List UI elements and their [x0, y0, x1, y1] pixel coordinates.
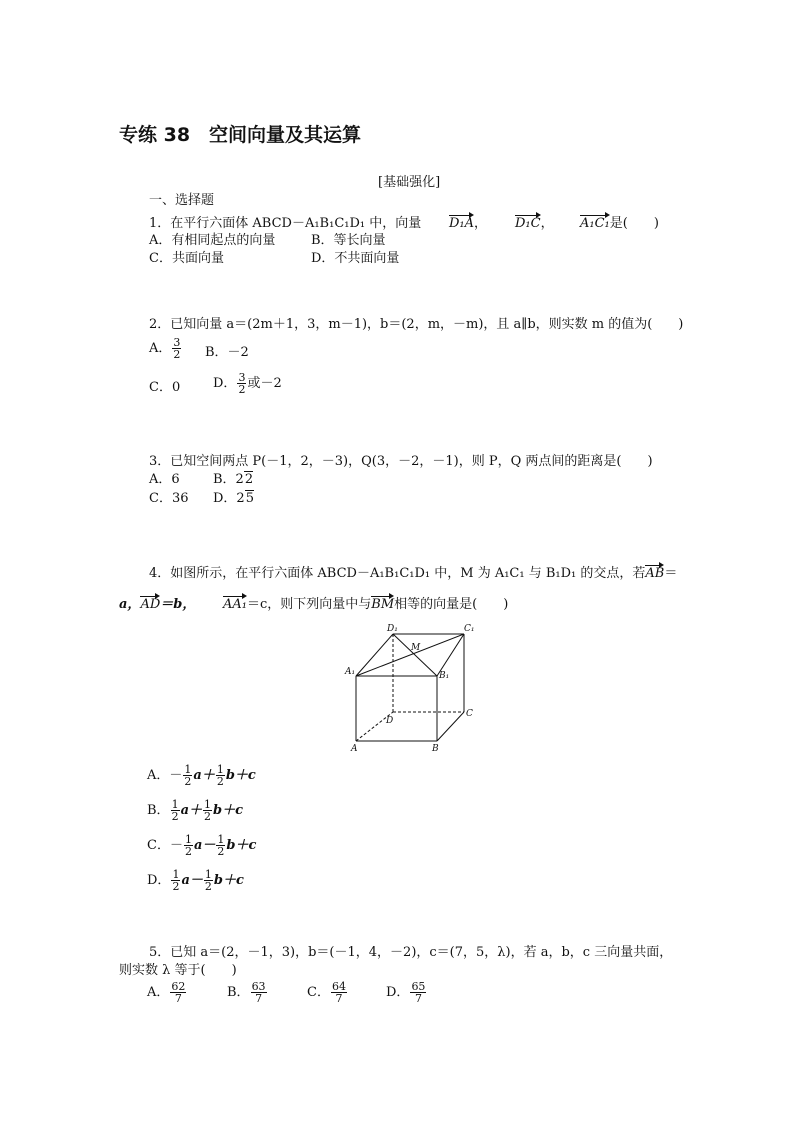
page-title: 专练 38 空间向量及其运算	[119, 124, 362, 146]
q2-stem: 2．已知向量 a＝(2m＋1，3，m－1)，b＝(2，m，－m)，且 a∥b，则实数 m 的值为( )	[149, 317, 684, 332]
q1-vector-2: D₁C，	[515, 216, 554, 231]
q4-line-2: a，AD＝b，	[119, 597, 196, 612]
q4-option-c: C．－ $\frac{1}{2}$ a－ $\frac{1}{2}$ b＋c	[147, 833, 257, 858]
q5-option-b: B． $\frac{63}{7}$	[227, 980, 266, 1005]
q1-option-b: B．等长向量	[311, 233, 386, 248]
q1-option-d: D．不共面向量	[311, 251, 400, 266]
q1-option-c: C．共面向量	[149, 251, 224, 266]
q1-stem: 1．在平行六面体 ABCD－A₁B₁C₁D₁ 中，向量	[149, 216, 422, 231]
section-label: [基础强化]	[378, 175, 441, 190]
q5-line-2: 则实数 λ 等于( )	[119, 963, 237, 978]
q2-option-c: C．0	[149, 380, 181, 395]
q3-option-c: C．36	[149, 491, 189, 506]
q5-option-c: C． $\frac{64}{7}$	[307, 980, 346, 1005]
q3-stem: 3．已知空间两点 P(－1，2，－3)，Q(3，－2，－1)，则 P，Q 两点间的距离是( )	[149, 454, 653, 469]
q1-vector-3: A₁C₁是( )	[580, 216, 659, 231]
q2-option-a: A． $\frac{3}{2}$	[149, 336, 181, 361]
q4-line-1: 4．如图所示，在平行六面体 ABCD－A₁B₁C₁D₁ 中，M 为 A₁C₁ 与 B₁D₁ 的交点，若AB＝	[149, 566, 678, 581]
q5-option-a: A． $\frac{62}{7}$	[147, 980, 186, 1005]
q5-option-d: D． $\frac{65}{7}$	[386, 980, 426, 1005]
label-B1: B₁	[439, 671, 450, 681]
label-A: A	[351, 744, 358, 754]
label-C: C	[466, 709, 473, 719]
q2-option-b: B．－2	[205, 345, 249, 360]
q4-option-b: B． $\frac{1}{2}$ a＋ $\frac{1}{2}$ b＋c	[147, 798, 244, 823]
q4-option-a: A．－ $\frac{1}{2}$ a＋ $\frac{1}{2}$ b＋c	[147, 763, 256, 788]
q4-option-d: D． $\frac{1}{2}$ a－ $\frac{1}{2}$ b＋c	[147, 868, 244, 893]
q5-line-1: 5．已知 a＝(2，－1，3)，b＝(－1，4，－2)，c＝(7，5，λ)，若 a，b，c 三向量共面，	[149, 945, 673, 960]
parallelepiped-figure	[342, 622, 482, 754]
label-B: B	[432, 744, 439, 754]
label-A1: A₁	[345, 667, 356, 677]
q1-vector-1: D₁A，	[449, 216, 488, 231]
q4-line-2-rest: AA₁＝c，则下列向量中与BM相等的向量是( )	[223, 597, 509, 612]
q2-option-d: D． $\frac{3}{2}$ 或－2	[213, 371, 282, 396]
q3-option-d: D．25	[213, 491, 254, 506]
label-C1: C₁	[464, 624, 475, 634]
label-M: M	[411, 643, 421, 653]
q1-option-a: A．有相同起点的向量	[149, 233, 276, 248]
section-heading: 一、选择题	[149, 193, 215, 208]
q3-option-a: A．6	[149, 472, 180, 487]
label-D1: D₁	[387, 624, 398, 634]
label-D: D	[386, 716, 394, 726]
q3-option-b: B．22	[213, 472, 254, 487]
